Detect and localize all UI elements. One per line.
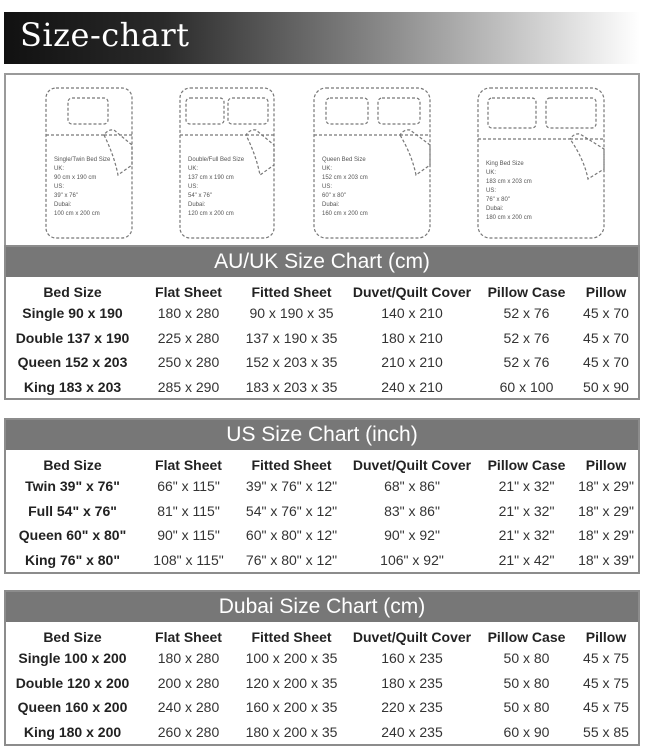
table-cell: Queen 160 x 200 — [17, 699, 128, 716]
table-cell: 45 x 75 — [583, 674, 629, 691]
table-header-row — [6, 622, 638, 646]
column-header: Pillow Case — [487, 457, 566, 473]
section-title: Dubai Size Chart (cm) — [6, 592, 638, 622]
column-header: Fitted Sheet — [251, 629, 332, 645]
size-table — [6, 277, 638, 399]
table-cell: 60 x 90 — [503, 723, 550, 740]
table-cell: King 180 x 200 — [23, 723, 122, 740]
table-cell: 18" x 39" — [578, 551, 634, 568]
column-header: Duvet/Quilt Cover — [352, 457, 472, 473]
table-row — [6, 671, 638, 696]
table-cell: King 183 x 203 — [23, 378, 122, 395]
table-cell: 52 x 76 — [503, 354, 550, 371]
table-row — [6, 499, 638, 524]
diagram-line: 180 cm x 200 cm — [486, 215, 532, 221]
queen-bed-label — [322, 157, 368, 217]
table-cell: 45 x 75 — [583, 699, 629, 716]
section-title: US Size Chart (inch) — [6, 420, 638, 450]
diagram-line: 152 cm x 203 cm — [322, 175, 368, 181]
diagram-line: 100 cm x 200 cm — [54, 211, 100, 217]
table-cell: 240 x 210 — [381, 378, 443, 395]
table-cell: 180 x 200 x 35 — [245, 723, 338, 740]
table-cell: 90 x 190 x 35 — [249, 305, 334, 322]
table-cell: 220 x 235 — [381, 699, 443, 716]
double-bed-diagram — [176, 85, 280, 241]
table-row — [6, 646, 638, 671]
table-row — [6, 350, 638, 375]
column-header: Fitted Sheet — [251, 457, 332, 473]
table-cell: 250 x 280 — [157, 354, 220, 371]
table-row — [6, 474, 638, 499]
table-cell: 68" x 86" — [384, 478, 440, 495]
column-header: Pillow — [585, 457, 627, 473]
diagram-line: Queen Bed Size — [322, 157, 366, 163]
diagram-line: 90 cm x 190 cm — [54, 175, 97, 181]
table-cell: 108" x 115" — [153, 551, 224, 568]
table-cell: 52 x 76 — [503, 329, 550, 346]
column-header: Pillow Case — [487, 629, 566, 645]
single-bed-diagram — [42, 85, 138, 241]
table-cell: 54" x 76" x 12" — [245, 502, 338, 519]
diagram-line: US: — [188, 184, 199, 190]
column-header: Fitted Sheet — [251, 284, 332, 300]
diagram-line: 54" x 76" — [188, 193, 212, 199]
diagram-line: 60" x 80" — [322, 193, 346, 199]
table-cell: 18" x 29" — [578, 502, 634, 519]
table-cell: 60" x 80" x 12" — [245, 527, 338, 544]
diagram-line: Dubai: — [54, 202, 72, 208]
table-cell: Twin 39" x 76" — [25, 478, 120, 495]
single-bed-label — [54, 157, 111, 217]
table-cell: Full 54" x 76" — [28, 502, 117, 519]
queen-bed-diagram — [310, 85, 436, 241]
diagram-line: Dubai: — [322, 202, 340, 208]
size-table — [6, 450, 638, 572]
diagram-line: US: — [54, 184, 65, 190]
table-cell: 240 x 235 — [381, 723, 443, 740]
table-cell: 66" x 115" — [157, 478, 220, 495]
diagram-line: 76" x 80" — [486, 197, 510, 203]
table-cell: Double 120 x 200 — [15, 674, 130, 691]
us-size-chart — [4, 418, 640, 574]
king-bed-diagram — [474, 85, 610, 241]
table-cell: 180 x 210 — [381, 329, 443, 346]
table-cell: 76" x 80" x 12" — [245, 551, 338, 568]
table-row — [6, 375, 638, 400]
column-header: Pillow Case — [487, 284, 566, 300]
table-row — [6, 548, 638, 573]
column-header: Pillow — [585, 284, 627, 300]
table-cell: 83" x 86" — [384, 502, 440, 519]
table-cell: 21" x 32" — [498, 502, 555, 519]
table-cell: 55 x 85 — [583, 723, 629, 740]
table-cell: 106" x 92" — [380, 551, 444, 568]
table-row — [6, 720, 638, 745]
table-cell: Queen 60" x 80" — [18, 527, 127, 544]
table-cell: Double 137 x 190 — [15, 329, 130, 346]
table-cell: 60 x 100 — [499, 378, 554, 395]
column-header: Bed Size — [43, 284, 102, 300]
table-cell: 120 x 200 x 35 — [245, 674, 338, 691]
table-cell: 45 x 70 — [583, 354, 629, 371]
diagram-line: UK: — [188, 166, 199, 172]
table-cell: 50 x 90 — [583, 378, 629, 395]
column-header: Duvet/Quilt Cover — [352, 284, 472, 300]
diagram-line: UK: — [54, 166, 65, 172]
diagram-line: UK: — [322, 166, 333, 172]
title-banner — [4, 12, 640, 64]
table-cell: 45 x 75 — [583, 650, 629, 667]
table-cell: 45 x 70 — [583, 305, 629, 322]
table-row — [6, 523, 638, 548]
diagram-line: US: — [322, 184, 333, 190]
column-header: Flat Sheet — [155, 629, 222, 645]
table-cell: 52 x 76 — [503, 305, 550, 322]
diagram-line: Dubai: — [188, 202, 206, 208]
table-cell: 100 x 200 x 35 — [245, 650, 338, 667]
diagram-line: US: — [486, 188, 497, 194]
table-cell: 225 x 280 — [157, 329, 220, 346]
diagram-line: 183 cm x 203 cm — [486, 179, 532, 185]
section-title: AU/UK Size Chart (cm) — [6, 247, 638, 277]
table-cell: 180 x 280 — [157, 305, 220, 322]
size-table — [6, 622, 638, 744]
table-cell: 137 x 190 x 35 — [245, 329, 338, 346]
table-cell: 160 x 200 x 35 — [245, 699, 338, 716]
table-cell: 21" x 32" — [498, 478, 555, 495]
table-cell: 50 x 80 — [503, 674, 550, 691]
column-header: Bed Size — [43, 457, 102, 473]
table-header-row — [6, 277, 638, 301]
diagram-line: 160 cm x 200 cm — [322, 211, 368, 217]
column-header: Pillow — [585, 629, 627, 645]
diagram-line: 39" x 76" — [54, 193, 78, 199]
diagram-line: UK: — [486, 170, 497, 176]
table-cell: 200 x 280 — [157, 674, 220, 691]
double-bed-label — [188, 157, 245, 217]
table-cell: 90" x 115" — [157, 527, 220, 544]
column-header: Duvet/Quilt Cover — [352, 629, 472, 645]
diagram-line: Single/Twin Bed Size — [54, 157, 111, 163]
table-cell: 260 x 280 — [157, 723, 220, 740]
diagram-line: King Bed Size — [486, 161, 524, 167]
table-cell: Single 90 x 190 — [22, 305, 123, 322]
table-row — [6, 301, 638, 326]
table-cell: 180 x 280 — [157, 650, 220, 667]
page-title: Size-chart — [20, 16, 190, 54]
column-header: Flat Sheet — [155, 284, 222, 300]
diagram-line: Dubai: — [486, 206, 504, 212]
table-cell: 285 x 290 — [157, 378, 220, 395]
table-cell: King 76" x 80" — [25, 551, 120, 568]
table-cell: 81" x 115" — [157, 502, 220, 519]
table-cell: 18" x 29" — [578, 527, 634, 544]
diagram-line: 137 cm x 190 cm — [188, 175, 234, 181]
king-bed-label — [486, 161, 532, 221]
table-cell: 21" x 32" — [498, 527, 555, 544]
table-row — [6, 695, 638, 720]
table-cell: 183 x 203 x 35 — [245, 378, 338, 395]
table-cell: 21" x 42" — [498, 551, 555, 568]
table-cell: 160 x 235 — [381, 650, 443, 667]
table-cell: 140 x 210 — [381, 305, 443, 322]
bed-diagrams-panel — [4, 73, 640, 248]
auuk-size-chart — [4, 245, 640, 400]
table-cell: 50 x 80 — [503, 699, 550, 716]
column-header: Flat Sheet — [155, 457, 222, 473]
dubai-size-chart — [4, 590, 640, 746]
diagram-line: 120 cm x 200 cm — [188, 211, 234, 217]
table-cell: 152 x 203 x 35 — [245, 354, 338, 371]
table-header-row — [6, 450, 638, 474]
table-cell: 50 x 80 — [503, 650, 550, 667]
table-cell: 90" x 92" — [384, 527, 440, 544]
table-cell: 39" x 76" x 12" — [245, 478, 338, 495]
column-header: Bed Size — [43, 629, 102, 645]
table-cell: Single 100 x 200 — [18, 650, 127, 667]
table-cell: 210 x 210 — [381, 354, 443, 371]
table-cell: 45 x 70 — [583, 329, 629, 346]
table-cell: 180 x 235 — [381, 674, 443, 691]
table-cell: Queen 152 x 203 — [17, 354, 128, 371]
table-cell: 240 x 280 — [157, 699, 220, 716]
diagram-line: Double/Full Bed Size — [188, 157, 245, 163]
table-cell: 18" x 29" — [578, 478, 634, 495]
table-row — [6, 326, 638, 351]
